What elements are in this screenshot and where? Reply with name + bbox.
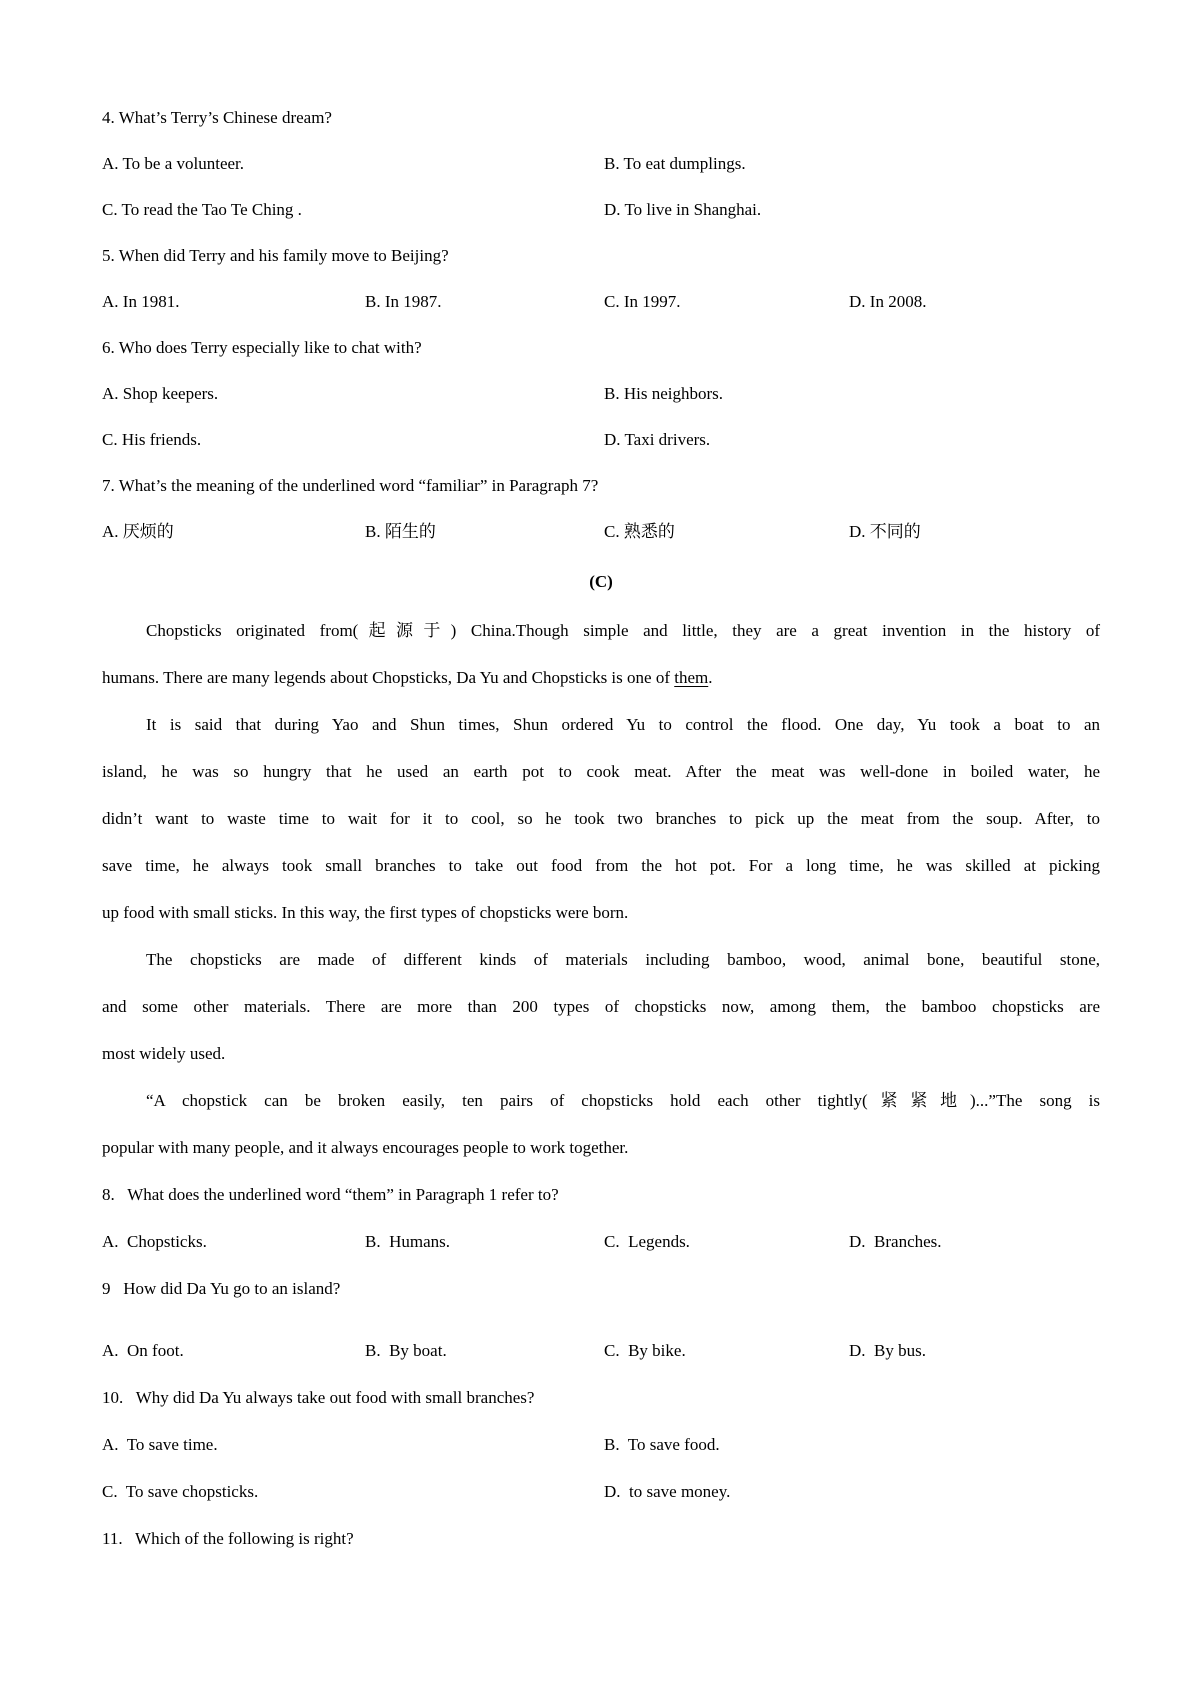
question-11-text: 11. Which of the following is right? (102, 1529, 354, 1548)
question-4-option-c: C. To read the Tao Te Ching . (102, 200, 302, 219)
passage-p4-line-2: popular with many people, and it always encourages people to work together. (102, 1138, 629, 1157)
passage-p3-line-3: most widely used. (102, 1044, 226, 1063)
question-9-text: 9 How did Da Yu go to an island? (102, 1279, 341, 1298)
questions-8-11-section (102, 1171, 1100, 1562)
question-4-options-row-ab (102, 141, 1100, 187)
question-8-text: 8. What does the underlined word “them” in Paragraph 1 refer to? (102, 1185, 559, 1204)
question-6-option-b: B. His neighbors. (604, 384, 723, 403)
passage-p2-line-5: up food with small sticks. In this way, the first types of chopsticks were born. (102, 903, 629, 922)
question-9-option-c: C. By bike. (604, 1341, 686, 1360)
question-5-option-c: C. In 1997. (604, 292, 681, 311)
question-10-option-a: A. To save time. (102, 1435, 218, 1454)
question-10-text: 10. Why did Da Yu always take out food with small branches? (102, 1388, 535, 1407)
question-9-option-a: A. On foot. (102, 1341, 184, 1360)
question-9-option-b: B. By boat. (365, 1341, 447, 1360)
question-8-option-d: D. Branches. (849, 1232, 942, 1251)
question-5-option-d: D. In 2008. (849, 292, 927, 311)
passage-p1-line-2-period: . (708, 668, 713, 687)
passage-p2-line-2: island, he was so hungry that he used an earth pot to cook meat. After the meat was well-done in boiled water, he (102, 762, 1100, 781)
question-4-option-d: D. To live in Shanghai. (604, 200, 762, 219)
passage-p2-line-3: didn’t want to waste time to wait for it to cool, so he took two branches to pick up the meat from the soup. After, to (102, 809, 1100, 828)
question-5-text: 5. When did Terry and his family move to Beijing? (102, 246, 449, 265)
question-4-options-row-cd (102, 187, 1100, 233)
question-9-options-row (102, 1327, 1100, 1374)
passage-p1-line-2 (102, 654, 1100, 701)
question-8-option-b: B. Humans. (365, 1232, 450, 1251)
question-10-option-c: C. To save chopsticks. (102, 1482, 259, 1501)
passage-p2-line-4: save time, he always took small branches to take out food from the hot pot. For a long time, he was skilled at picking (102, 856, 1100, 875)
question-7-option-c: C. 熟悉的 (604, 522, 675, 541)
question-6-options-row-cd (102, 417, 1100, 463)
question-7-text: 7. What’s the meaning of the underlined word “familiar” in Paragraph 7? (102, 476, 599, 495)
question-6-options-row-ab (102, 371, 1100, 417)
question-10-options-row-ab (102, 1421, 1100, 1468)
question-10-options-row-cd (102, 1468, 1100, 1515)
passage-c-label: (C) (589, 572, 613, 591)
question-10-option-b: B. To save food. (604, 1435, 720, 1454)
question-8-options-row (102, 1218, 1100, 1265)
question-8-option-a: A. Chopsticks. (102, 1232, 207, 1251)
question-4-text: 4. What’s Terry’s Chinese dream? (102, 108, 332, 127)
passage-p4-line-1: “A chopstick can be broken easily, ten pairs of chopsticks hold each other tightly(紧紧地)...”The song is (146, 1091, 1100, 1110)
passage-p3-line-1: The chopsticks are made of different kinds of materials including bamboo, wood, animal bone, beautiful stone, (146, 950, 1100, 969)
question-7-option-b: B. 陌生的 (365, 522, 436, 541)
passage-p1-line-2-text: humans. There are many legends about Chopsticks, Da Yu and Chopsticks is one of (102, 668, 675, 687)
passage-p3-line-2: and some other materials. There are more than 200 types of chopsticks now, among them, the bamboo chopsticks are (102, 997, 1100, 1016)
underlined-word-them: them (674, 668, 709, 687)
question-4-option-b: B. To eat dumplings. (604, 154, 746, 173)
question-7-options-row (102, 509, 1100, 555)
question-5-options-row (102, 279, 1100, 325)
question-5-option-b: B. In 1987. (365, 292, 442, 311)
question-6-option-a: A. Shop keepers. (102, 384, 219, 403)
passage-c-body (102, 607, 1100, 1171)
question-7-option-a: A. 厌烦的 (102, 522, 174, 541)
passage-p1-line-1: Chopsticks originated from(起源于) China.Though simple and little, they are a great invention in the history of (146, 621, 1100, 640)
question-6-option-d: D. Taxi drivers. (604, 430, 711, 449)
questions-4-7-section (102, 95, 1100, 555)
question-4-option-a: A. To be a volunteer. (102, 154, 245, 173)
question-5-option-a: A. In 1981. (102, 292, 180, 311)
question-6-option-c: C. His friends. (102, 430, 202, 449)
question-10-option-d: D. to save money. (604, 1482, 731, 1501)
question-9-option-d: D. By bus. (849, 1341, 926, 1360)
question-7-option-d: D. 不同的 (849, 522, 921, 541)
question-6-text: 6. Who does Terry especially like to chat with? (102, 338, 422, 357)
question-8-option-c: C. Legends. (604, 1232, 690, 1251)
passage-p2-line-1: It is said that during Yao and Shun times, Shun ordered Yu to control the flood. One day, Yu took a boat to an (146, 715, 1100, 734)
